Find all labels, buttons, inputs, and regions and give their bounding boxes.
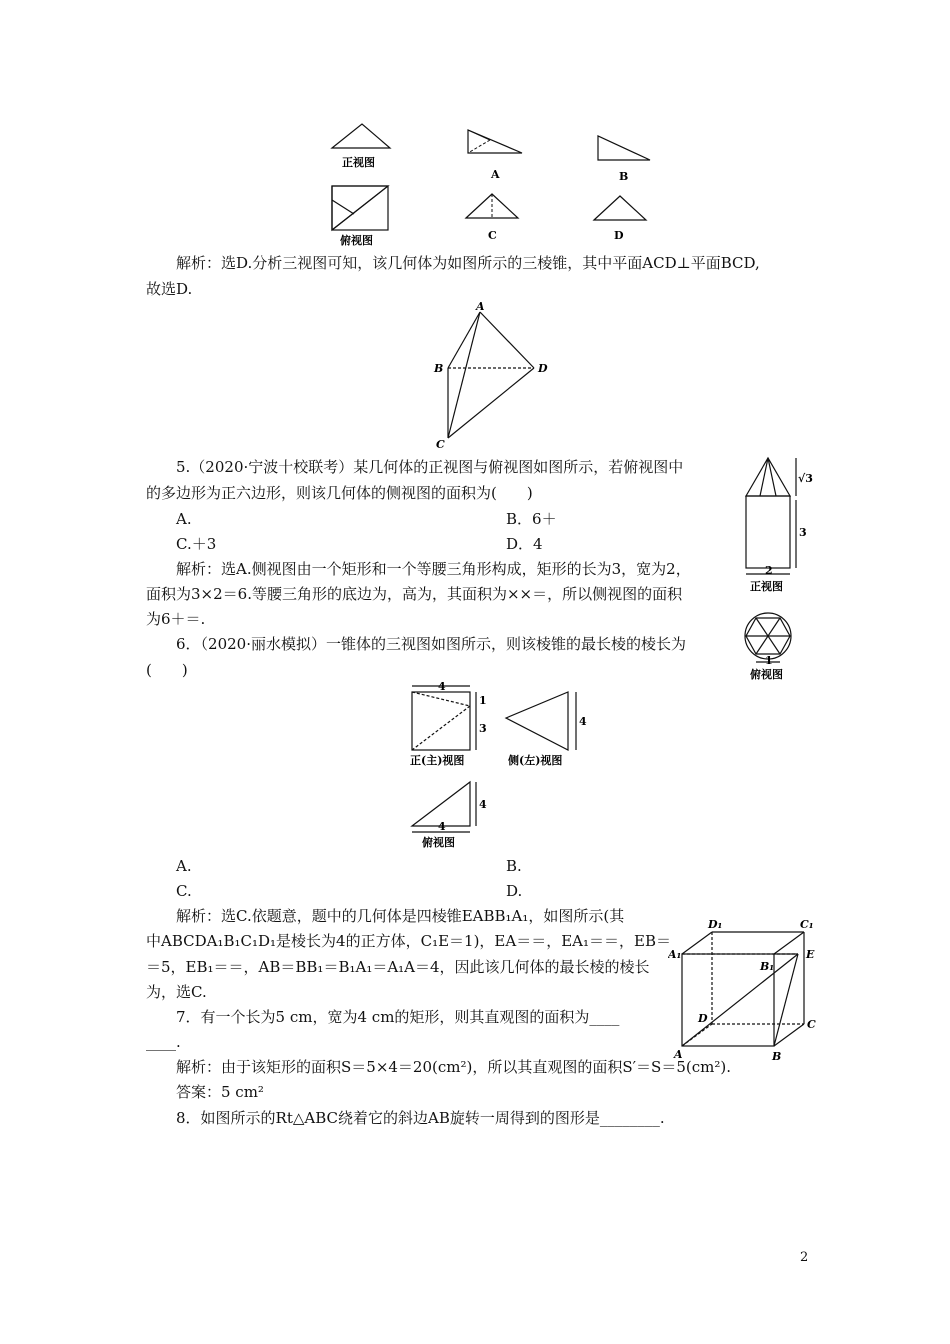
q6-option-a: A.: [176, 857, 192, 875]
q7-solution: 解析：由于该矩形的面积S＝5×4＝20(cm²)，所以其直观图的面积S′＝S＝5(cm²).: [176, 1058, 731, 1076]
tetrahedron-figure: [428, 300, 558, 450]
q5-figure: [738, 452, 818, 684]
cube-d1-label: D₁: [708, 918, 723, 931]
dim-1-label: 1: [765, 654, 773, 667]
top-dim-4-bottom: 4: [438, 820, 446, 833]
option-d-shape: [594, 196, 646, 220]
top-view-shape: [332, 186, 388, 230]
q5-top-caption: 俯视图: [750, 668, 783, 681]
q5-stem-line1: 5.（2020·宁波十校联考）某几何体的正视图与俯视图如图所示，若俯视图中: [176, 458, 684, 476]
cube-a-label: A: [674, 1048, 683, 1061]
side-caption: 侧(左)视图: [508, 754, 563, 767]
front-view-triangle: [332, 124, 390, 148]
front-dim-3: 3: [479, 722, 487, 735]
q5-solution-line3: 为6＋＝.: [146, 610, 206, 628]
point-c-label: C: [436, 438, 445, 450]
q4-solution-line2: 故选D.: [146, 280, 193, 298]
q6-option-c: C.: [176, 882, 192, 900]
q5-option-b: B．6＋: [506, 510, 557, 528]
q5-option-c: C.＋3: [176, 535, 217, 553]
top-dim-4-right: 4: [479, 798, 487, 811]
q6-solution-line2: 中ABCDA₁B₁C₁D₁是棱长为4的正方体，C₁E＝1)，EA＝＝，EA₁＝＝，EB＝: [146, 932, 671, 950]
option-c-shape: [466, 194, 518, 218]
q6-stem-line2: ( ): [146, 661, 188, 679]
q7-stem-line1: 7．有一个长为5 cm，宽为4 cm的矩形，则其直观图的面积为____: [176, 1008, 620, 1026]
q6-stem-line1: 6．（2020·丽水模拟）一锥体的三视图如图所示，则该棱锥的最长棱的棱长为: [176, 635, 686, 653]
q4-solution-line1: 解析：选D.分析三视图可知，该几何体为如图所示的三棱锥，其中平面ACD⊥平面BCD,: [176, 254, 760, 272]
q5-stem-line2: 的多边形为正六边形，则该几何体的侧视图的面积为( ): [146, 484, 533, 502]
cube-d-label: D: [698, 1012, 708, 1025]
q5-option-d: D．4: [506, 535, 543, 553]
cube-c1-label: C₁: [800, 918, 814, 931]
point-b-label: B: [434, 362, 444, 375]
point-a-label: A: [476, 300, 485, 313]
q6-option-d: D.: [506, 882, 523, 900]
front-dim-4: 4: [438, 680, 446, 693]
front-view-caption: 正视图: [342, 156, 375, 169]
top-views-figure: [320, 118, 670, 248]
dim-2-label: 2: [765, 564, 773, 577]
q6-option-b: B.: [506, 857, 522, 875]
side-dim-4: 4: [579, 715, 587, 728]
option-b-shape: [598, 136, 650, 160]
q6-solution-line3: ＝5，EB₁＝＝，AB＝BB₁＝B₁A₁＝A₁A＝4，因此该几何体的最长棱的棱长: [146, 958, 650, 976]
option-a-label: A: [491, 168, 500, 181]
option-d-label: D: [614, 229, 624, 242]
cube-a1-label: A₁: [668, 948, 682, 961]
top-caption: 俯视图: [422, 836, 455, 849]
top-view-caption: 俯视图: [340, 234, 373, 247]
q8-stem-line1: 8．如图所示的Rt△ABC绕着它的斜边AB旋转一周得到的图形是________.: [176, 1109, 665, 1127]
cube-c-label: C: [807, 1018, 816, 1031]
front-caption: 正(主)视图: [410, 754, 465, 767]
q5-solution-line2: 面积为3×2＝6.等腰三角形的底边为，高为，其面积为××＝，所以侧视图的面积: [146, 585, 683, 603]
q6-solution-line1: 解析：选C.依题意，题中的几何体是四棱锥EABB₁A₁，如图所示(其: [176, 907, 625, 925]
option-a-shape: [468, 130, 522, 153]
option-b-label: B: [619, 170, 629, 183]
dim-sqrt3-label: √3: [798, 472, 813, 485]
q6-three-views-figure: [400, 680, 590, 850]
q6-solution-line4: 为，选C.: [146, 983, 207, 1001]
page-number: 2: [800, 1250, 809, 1265]
dim-3-label: 3: [799, 526, 807, 539]
point-d-label: D: [538, 362, 548, 375]
cube-b-label: B: [772, 1050, 782, 1063]
q5-option-a: A.: [176, 510, 192, 528]
q5-solution-line1: 解析：选A.侧视图由一个矩形和一个等腰三角形构成，矩形的长为3，宽为2，: [176, 560, 691, 578]
option-c-label: C: [488, 229, 497, 242]
front-dim-1: 1: [479, 694, 487, 707]
cube-e-label: E: [806, 948, 815, 961]
cube-figure: [668, 914, 828, 1064]
q7-answer: 答案：5 cm²: [176, 1083, 264, 1101]
cube-b1-label: B₁: [760, 960, 775, 973]
q7-stem-line2: ____.: [146, 1033, 181, 1051]
q5-front-caption: 正视图: [750, 580, 783, 593]
